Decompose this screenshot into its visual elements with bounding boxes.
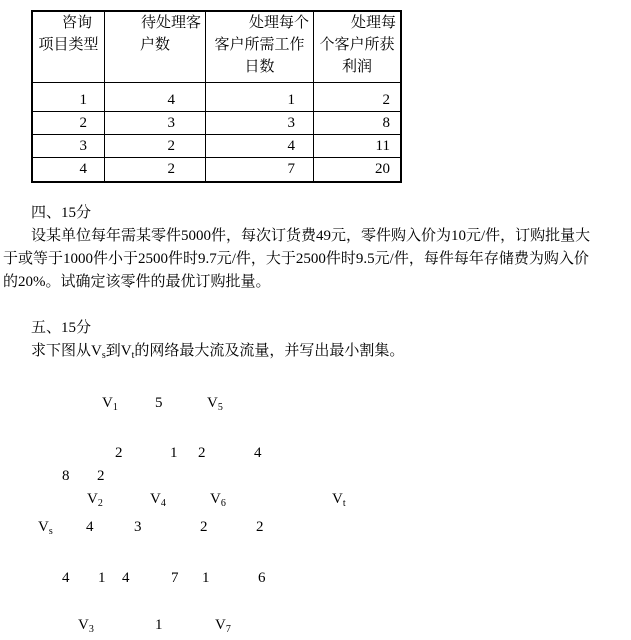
node-letter: V xyxy=(210,491,221,507)
section-4-line: 的20%。试确定该零件的最优订购批量。 xyxy=(3,274,271,290)
table-cell: 1 xyxy=(206,83,314,112)
table-cell: 3 xyxy=(105,112,206,135)
node-v2 xyxy=(87,490,103,508)
edge-capacity-label: 2 xyxy=(198,445,206,461)
table-row xyxy=(32,112,401,135)
node-index: 1 xyxy=(112,402,118,413)
node-letter: V xyxy=(332,491,343,507)
question-text: 求下图从V xyxy=(31,343,102,359)
table-cell: 3 xyxy=(206,112,314,135)
node-index: 3 xyxy=(88,624,94,635)
edge-capacity-label: 2 xyxy=(115,445,123,461)
table-cell: 2 xyxy=(32,112,105,135)
header-profit-per-client xyxy=(314,11,402,83)
table-cell: 2 xyxy=(105,158,206,183)
section-5-heading: 五、15分 xyxy=(31,320,92,336)
node-v1 xyxy=(102,394,118,412)
edge-capacity-label: 1 xyxy=(170,445,178,461)
table-row xyxy=(32,135,401,158)
section-4-heading: 四、15分 xyxy=(31,205,92,221)
node-letter: V xyxy=(38,519,49,535)
header-text: 处理每个 xyxy=(248,15,309,31)
header-text: 项目类型 xyxy=(38,37,99,53)
edge-capacity-label: 2 xyxy=(200,519,208,535)
edge-capacity-label: 6 xyxy=(258,570,266,586)
header-text: 处理每 xyxy=(350,15,396,31)
header-pending-clients xyxy=(105,11,206,83)
table-row xyxy=(32,83,401,112)
node-letter: V xyxy=(207,395,218,411)
node-v5 xyxy=(207,394,223,412)
table-cell: 8 xyxy=(314,112,402,135)
table-cell: 7 xyxy=(206,158,314,183)
table-cell: 2 xyxy=(105,135,206,158)
table-header-row xyxy=(32,11,401,83)
edge-capacity-label: 2 xyxy=(97,468,105,484)
edge-capacity-label: 1 xyxy=(155,617,163,633)
table-cell: 4 xyxy=(206,135,314,158)
header-text: 客户所需工作 xyxy=(214,37,305,53)
node-index: t xyxy=(342,498,346,509)
table-row xyxy=(32,158,401,183)
table-cell: 1 xyxy=(32,83,105,112)
section-4-line: 于或等于1000件小于2500件时9.7元/件，大于2500件时9.5元/件，每件每年存储费为购入价 xyxy=(3,251,589,267)
header-text: 个客户所获 xyxy=(319,37,395,53)
consulting-project-table xyxy=(31,10,402,183)
edge-capacity-label: 4 xyxy=(86,519,94,535)
table-cell: 3 xyxy=(32,135,105,158)
node-index: 2 xyxy=(97,498,103,509)
header-text: 咨询 xyxy=(61,15,92,31)
edge-capacity-label: 4 xyxy=(254,445,262,461)
edge-capacity-label: 4 xyxy=(122,570,130,586)
node-index: 4 xyxy=(160,498,166,509)
node-letter: V xyxy=(215,617,226,633)
table-cell: 4 xyxy=(32,158,105,183)
table-cell: 11 xyxy=(314,135,402,158)
node-v3 xyxy=(78,616,94,634)
node-v6 xyxy=(210,490,226,508)
edge-capacity-label: 1 xyxy=(202,570,210,586)
node-letter: V xyxy=(87,491,98,507)
node-letter: V xyxy=(150,491,161,507)
node-index: 7 xyxy=(225,624,231,635)
node-index: s xyxy=(48,526,53,537)
edge-capacity-label: 1 xyxy=(98,570,106,586)
node-vt xyxy=(332,490,346,508)
edge-capacity-label: 5 xyxy=(155,395,163,411)
node-v7 xyxy=(215,616,231,634)
header-text: 户数 xyxy=(139,37,170,53)
edge-capacity-label: 2 xyxy=(256,519,264,535)
edge-capacity-label: 3 xyxy=(134,519,142,535)
table-cell: 2 xyxy=(314,83,402,112)
header-workdays-per-client xyxy=(206,11,314,83)
edge-capacity-label: 7 xyxy=(171,570,179,586)
question-text: 的网络最大流及流量，并写出最小割集。 xyxy=(134,343,405,359)
source-subscript: s xyxy=(101,350,106,361)
header-project-type xyxy=(32,11,105,83)
node-letter: V xyxy=(102,395,113,411)
edge-capacity-label: 8 xyxy=(62,468,70,484)
section-5-question xyxy=(31,341,404,362)
header-text: 日数 xyxy=(244,59,275,75)
sink-subscript: t xyxy=(131,350,135,361)
table-cell: 20 xyxy=(314,158,402,183)
node-vs xyxy=(38,518,53,536)
node-index: 6 xyxy=(220,498,226,509)
section-4-body xyxy=(3,225,629,294)
node-v4 xyxy=(150,490,166,508)
edge-capacity-label: 4 xyxy=(62,570,70,586)
table-cell: 4 xyxy=(105,83,206,112)
section-4-line: 设某单位每年需某零件5000件，每次订货费49元，零件购入价为10元/件，订购批量大 xyxy=(31,228,591,244)
header-text: 利润 xyxy=(341,59,372,75)
header-text: 待处理客 xyxy=(140,15,201,31)
node-index: 5 xyxy=(217,402,223,413)
question-text: 到V xyxy=(105,343,132,359)
node-letter: V xyxy=(78,617,89,633)
